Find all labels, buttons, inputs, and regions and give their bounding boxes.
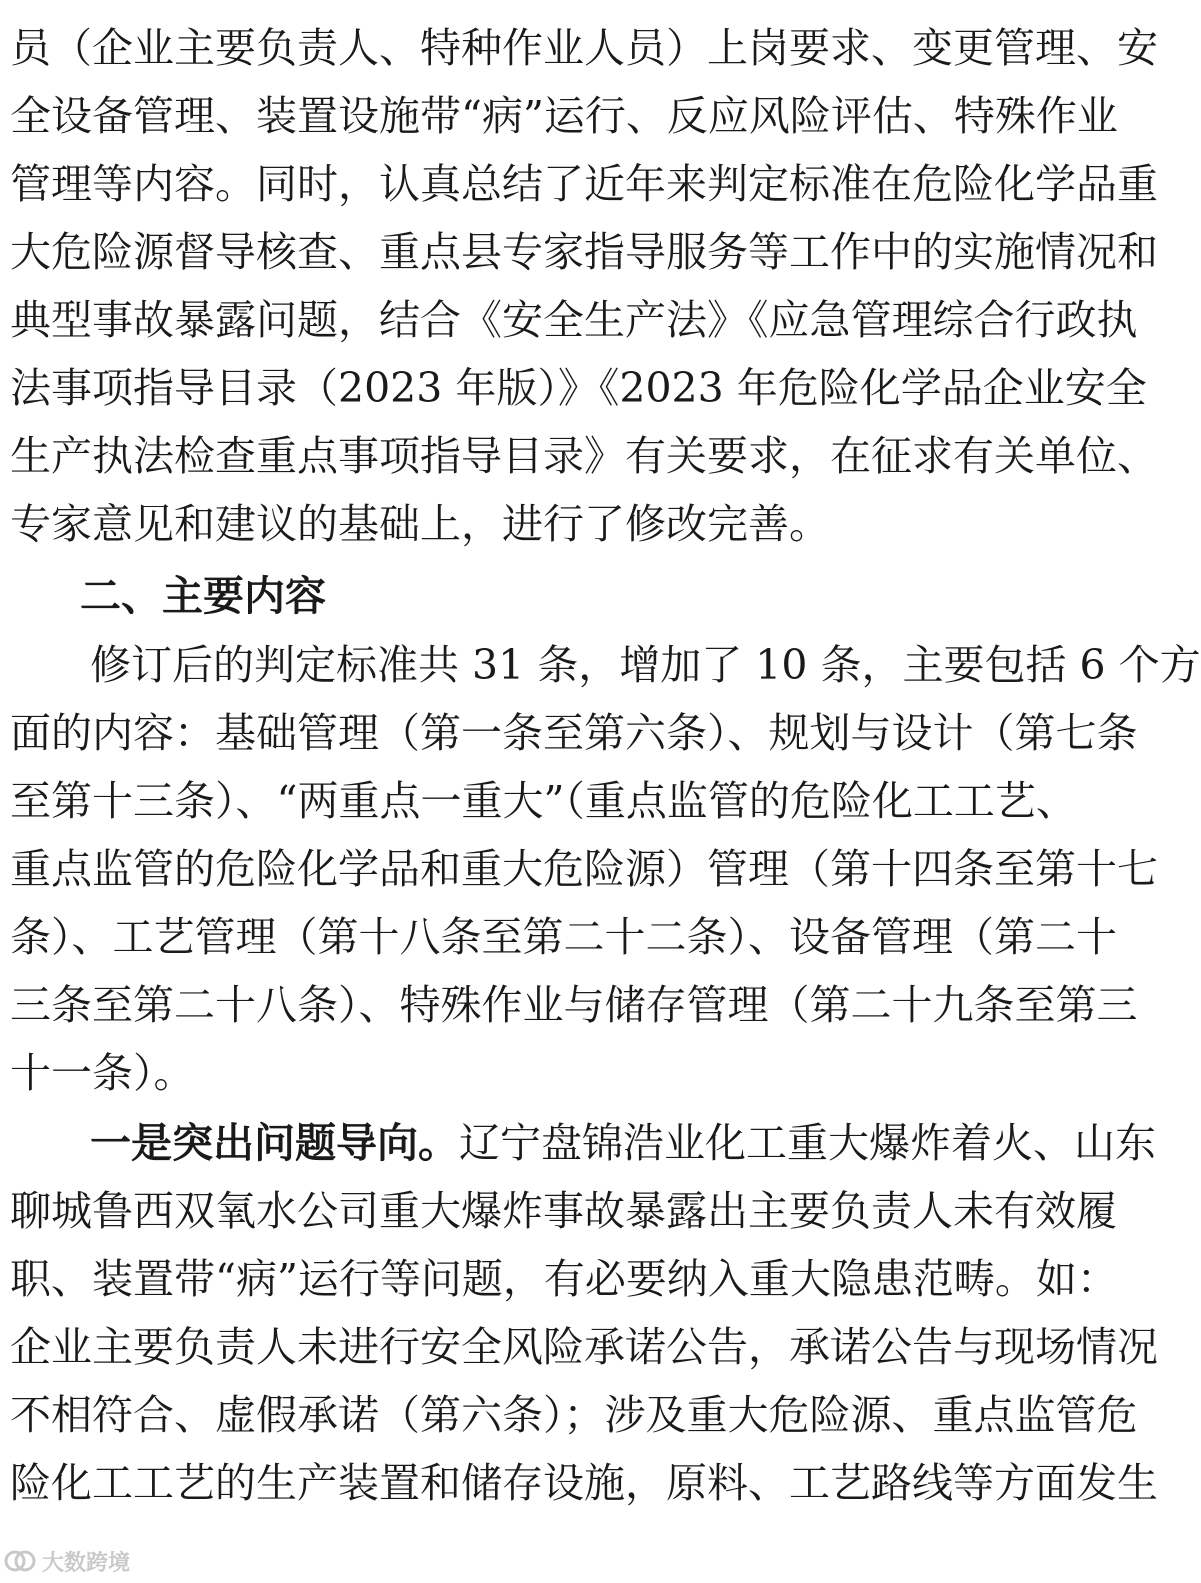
section-line-6: 三条至第二十八条）、特殊作业与储存管理（第二十九条至第三 bbox=[10, 981, 1138, 1029]
para3-line-3: 职、装置带“病”运行等问题，有必要纳入重大隐患范畴。如： bbox=[10, 1255, 1118, 1303]
section-line-3: 至第十三条）、“两重点一重大”（重点监管的危险化工工艺、 bbox=[10, 777, 1077, 825]
para3-line-2: 聊城鲁西双氧水公司重大爆炸事故暴露出主要负责人未有效履 bbox=[10, 1187, 1117, 1235]
text-line-5: 典型事故暴露问题，结合《安全生产法》《应急管理综合行政执 bbox=[10, 296, 1138, 344]
text-line-3: 管理等内容。同时，认真总结了近年来判定标准在危险化学品重 bbox=[10, 160, 1158, 208]
text-line-1: 员（企业主要负责人、特种作业人员）上岗要求、变更管理、安 bbox=[10, 24, 1158, 72]
text-line-2: 全设备管理、装置设施带“病”运行、反应风险评估、特殊作业 bbox=[10, 92, 1118, 140]
watermark-text: 大数跨境 bbox=[42, 1550, 131, 1576]
text-line-8: 专家意见和建议的基础上，进行了修改完善。 bbox=[10, 500, 830, 548]
dashujk-logo-icon bbox=[4, 1548, 36, 1574]
para3-line-1 bbox=[90, 1113, 1156, 1173]
para3-line-4: 企业主要负责人未进行安全风险承诺公告，承诺公告与现场情况 bbox=[10, 1323, 1158, 1371]
section-line-5: 条）、工艺管理（第十八条至第二十二条）、设备管理（第二十 bbox=[10, 913, 1117, 961]
para3-first-rest: 辽宁盘锦浩业化工重大爆炸着火、山东 bbox=[459, 1119, 1156, 1167]
para3-line-5: 不相符合、虚假承诺（第六条）；涉及重大危险源、重点监管危 bbox=[10, 1391, 1138, 1439]
section-line-4: 重点监管的危险化学品和重大危险源）管理（第十四条至第十七 bbox=[10, 845, 1158, 893]
section-line-2: 面的内容：基础管理（第一条至第六条）、规划与设计（第七条 bbox=[10, 709, 1138, 757]
para3-line-6: 险化工工艺的生产装置和储存设施，原料、工艺路线等方面发生 bbox=[10, 1459, 1158, 1507]
para3-lead: 一是突出问题导向。 bbox=[90, 1119, 459, 1167]
watermark bbox=[4, 1541, 130, 1581]
text-line-4: 大危险源督导核查、重点县专家指导服务等工作中的实施情况和 bbox=[10, 228, 1158, 276]
text-line-6: 法事项指导目录（2023 年版）》《2023 年危险化学品企业安全 bbox=[10, 364, 1147, 412]
section-heading: 二、主要内容 bbox=[80, 572, 326, 620]
section-line-7: 十一条）。 bbox=[10, 1049, 195, 1097]
text-line-7: 生产执法检查重点事项指导目录》有关要求，在征求有关单位、 bbox=[10, 432, 1158, 480]
section-line-1: 修订后的判定标准共 31 条，增加了 10 条，主要包括 6 个方 bbox=[90, 641, 1201, 689]
